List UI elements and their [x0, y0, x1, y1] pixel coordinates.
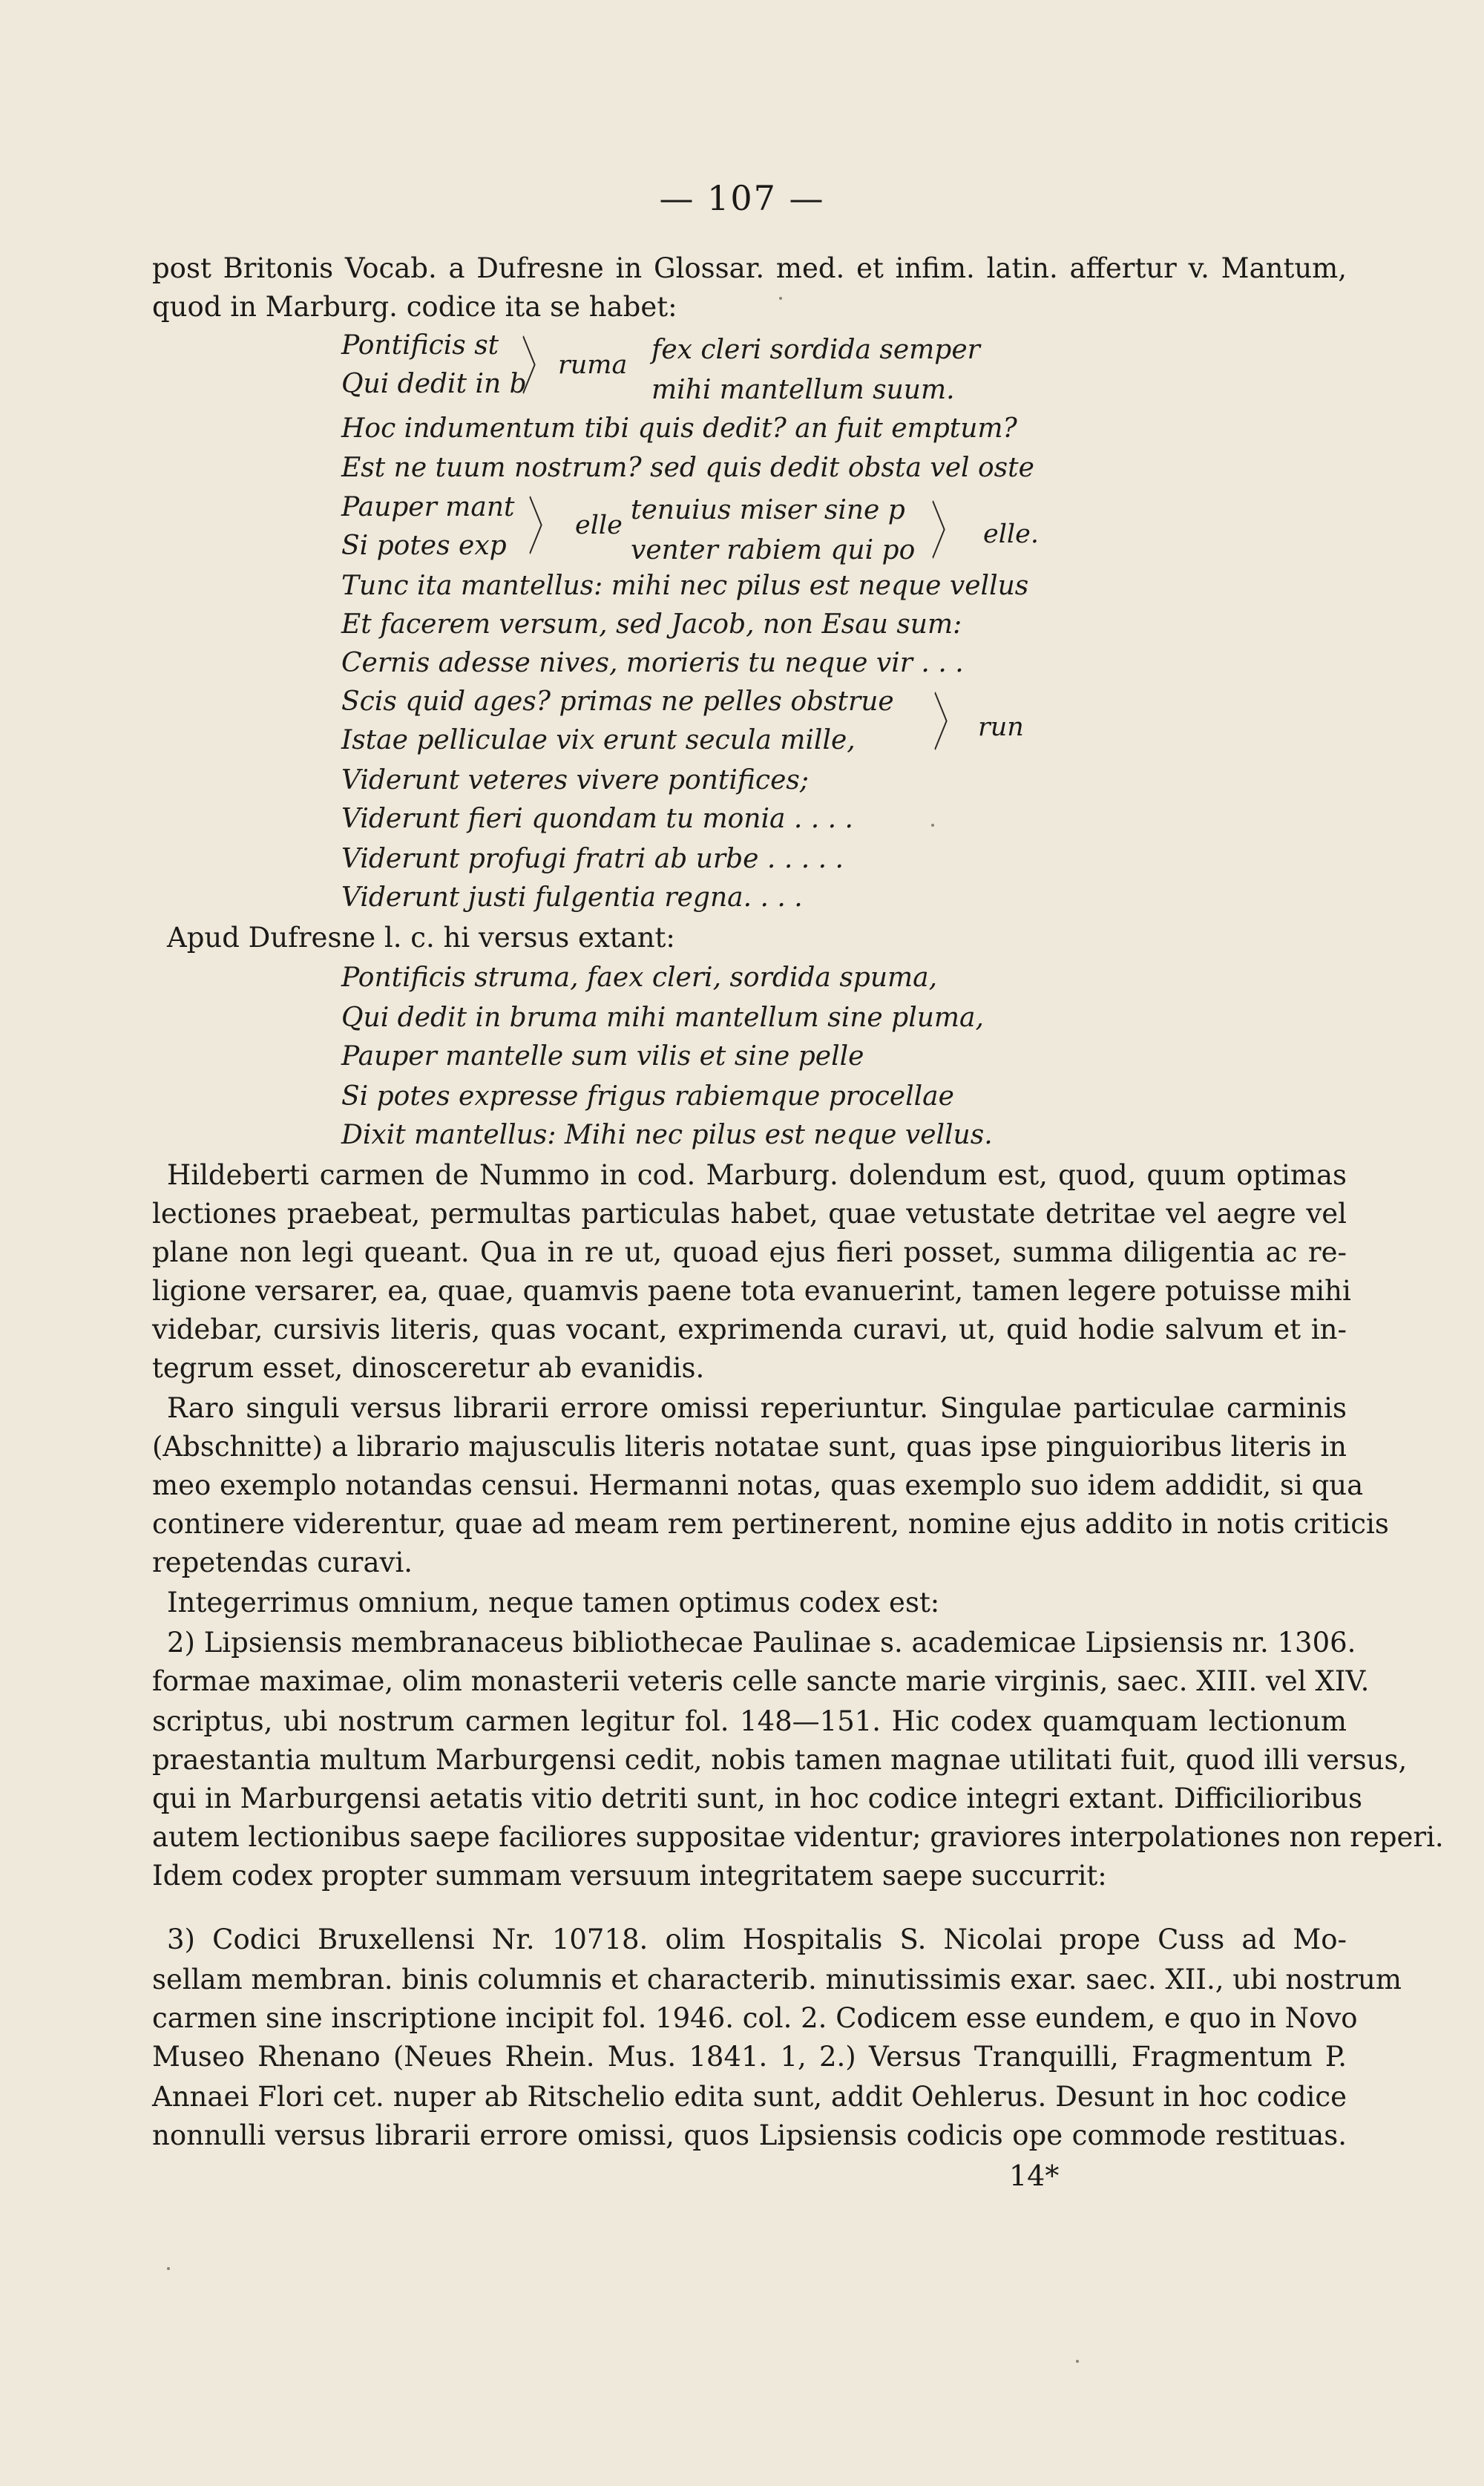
prose-line: Annaei Flori cet. nuper ab Ritschelio edita sunt, addit Oehlerus. Desunt in hoc codice	[152, 2081, 1347, 2113]
verse-line: Qui dedit in b	[341, 369, 527, 399]
prose-line: meo exemplo notandas censui. Hermanni notas, quas exemplo suo idem addidit, si qua	[152, 1469, 1364, 1501]
prose-line: quod in Marburg. codice ita se habet:	[152, 291, 677, 323]
prose-line: repetendas curavi.	[152, 1547, 413, 1578]
verse-line: Dixit mantellus: Mihi nec pilus est neque vellus.	[341, 1120, 993, 1150]
prose-line: nonnulli versus librarii errore omissi, quos Lipsiensis codicis ope commode restituas.	[152, 2119, 1347, 2151]
prose-line: Museo Rhenano (Neues Rhein. Mus. 1841. 1, 2.) Versus Tranquilli, Fragmentum P.	[152, 2041, 1347, 2073]
gap-fragment: run	[978, 712, 1024, 742]
verse-line: Viderunt veteres vivere pontifices;	[341, 765, 809, 796]
verse-line: Istae pelliculae vix erunt secula mille,	[341, 725, 856, 755]
verse-line: mihi mantellum suum.	[651, 375, 955, 405]
verse-line: Et facerem versum, sed Jacob, non Esau sum:	[341, 609, 962, 640]
prose-line: autem lectionibus saepe faciliores suppositae videntur; graviores interpolationes non reperi.	[152, 1821, 1444, 1853]
prose-line: scriptus, ubi nostrum carmen legitur fol. 148—151. Hic codex quamquam lectionum	[152, 1705, 1347, 1737]
verse-line: Viderunt profugi fratri ab urbe . . . . .	[341, 844, 844, 874]
verse-line: tenuius miser sine p	[631, 495, 905, 525]
signature-mark: 14*	[1009, 2159, 1060, 2192]
brace-mark: 〉	[522, 332, 551, 404]
brace-mark: 〉	[931, 497, 961, 569]
prose-line: Raro singuli versus librarii errore omissi reperiuntur. Singulae particulae carminis	[167, 1392, 1347, 1424]
paper-speck	[1076, 2360, 1079, 2363]
brace-mark: 〉	[933, 689, 963, 761]
prose-line: videbar, cursivis literis, quas vocant, exprimenda curavi, ut, quid hodie salvum et in-	[152, 1313, 1347, 1345]
gap-fragment: elle	[575, 511, 623, 540]
prose-line: lectiones praebeat, permultas particulas habet, quae vetustate detritae vel aegre vel	[152, 1198, 1347, 1230]
prose-line: ligione versarer, ea, quae, quamvis paene tota evanuerint, tamen legere potuisse mihi	[152, 1275, 1351, 1307]
verse-line: Cernis adesse nives, morieris tu neque vir . . .	[341, 648, 964, 678]
prose-line: tegrum esset, dinosceretur ab evanidis.	[152, 1352, 705, 1384]
prose-line: sellam membran. binis columnis et characterib. minutissimis exar. saec. XII., ubi nostrum	[152, 1964, 1402, 1995]
verse-line: Tunc ita mantellus: mihi nec pilus est neque vellus	[341, 571, 1029, 601]
verse-line: Viderunt fieri quondam tu monia . . . .	[341, 804, 853, 834]
verse-line: Qui dedit in bruma mihi mantellum sine pluma,	[341, 1003, 984, 1033]
verse-line: Si potes exp	[341, 531, 507, 561]
verse-line: fex cleri sordida semper	[651, 335, 980, 365]
verse-line: venter rabiem qui po	[631, 535, 916, 565]
prose-line: plane non legi queant. Qua in re ut, quoad ejus fieri posset, summa diligentia ac re-	[152, 1236, 1347, 1268]
paper-speck	[167, 2267, 170, 2270]
page-number: — 107 —	[659, 178, 825, 218]
prose-line: formae maximae, olim monasterii veteris celle sancte marie virginis, saec. XIII. vel XIV.	[152, 1665, 1370, 1697]
paper-speck	[931, 824, 934, 827]
paper-speck	[779, 297, 782, 300]
verse-line: Pauper mant	[341, 492, 515, 522]
prose-line: (Abschnitte) a librario majusculis literis notatae sunt, quas ipse pinguioribus literis in	[152, 1431, 1347, 1463]
verse-line: Pontificis st	[341, 330, 499, 361]
prose-line: Idem codex propter summam versuum integritatem saepe succurrit:	[152, 1860, 1107, 1892]
prose-line: 2) Lipsiensis membranaceus bibliothecae Paulinae s. academicae Lipsiensis nr. 1306.	[167, 1627, 1356, 1659]
prose-line: Apud Dufresne l. c. hi versus extant:	[167, 922, 675, 954]
verse-line: Scis quid ages? primas ne pelles obstrue	[341, 686, 894, 717]
verse-line: Viderunt justi fulgentia regna. . . .	[341, 882, 803, 913]
prose-line: qui in Marburgensi aetatis vitio detriti sunt, in hoc codice integri extant. Difficilioribus	[152, 1782, 1362, 1814]
prose-line: carmen sine inscriptione incipit fol. 1946. col. 2. Codicem esse eundem, e quo in Novo	[152, 2002, 1358, 2034]
gap-fragment: ruma	[558, 350, 628, 380]
gap-fragment: elle.	[983, 519, 1039, 549]
brace-mark: 〉	[528, 493, 558, 565]
prose-line: praestantia multum Marburgensi cedit, nobis tamen magnae utilitati fuit, quod illi versus,	[152, 1744, 1408, 1776]
prose-line: 3) Codici Bruxellensi Nr. 10718. olim Hospitalis S. Nicolai prope Cuss ad Mo-	[167, 1923, 1347, 1955]
prose-line: Hildeberti carmen de Nummo in cod. Marburg. dolendum est, quod, quum optimas	[167, 1159, 1347, 1191]
verse-line: Pontificis struma, faex cleri, sordida spuma,	[341, 962, 938, 993]
prose-line: post Britonis Vocab. a Dufresne in Glossar. med. et infim. latin. affertur v. Mantum,	[152, 252, 1347, 284]
verse-line: Est ne tuum nostrum? sed quis dedit obsta vel oste	[341, 453, 1034, 483]
prose-line: Integerrimus omnium, neque tamen optimus codex est:	[167, 1587, 940, 1618]
verse-line: Pauper mantelle sum vilis et sine pelle	[341, 1041, 864, 1072]
prose-line: continere viderentur, quae ad meam rem pertinerent, nomine ejus addito in notis criticis	[152, 1508, 1389, 1540]
verse-line: Hoc indumentum tibi quis dedit? an fuit emptum?	[341, 413, 1017, 444]
verse-line: Si potes expresse frigus rabiemque procellae	[341, 1081, 954, 1112]
